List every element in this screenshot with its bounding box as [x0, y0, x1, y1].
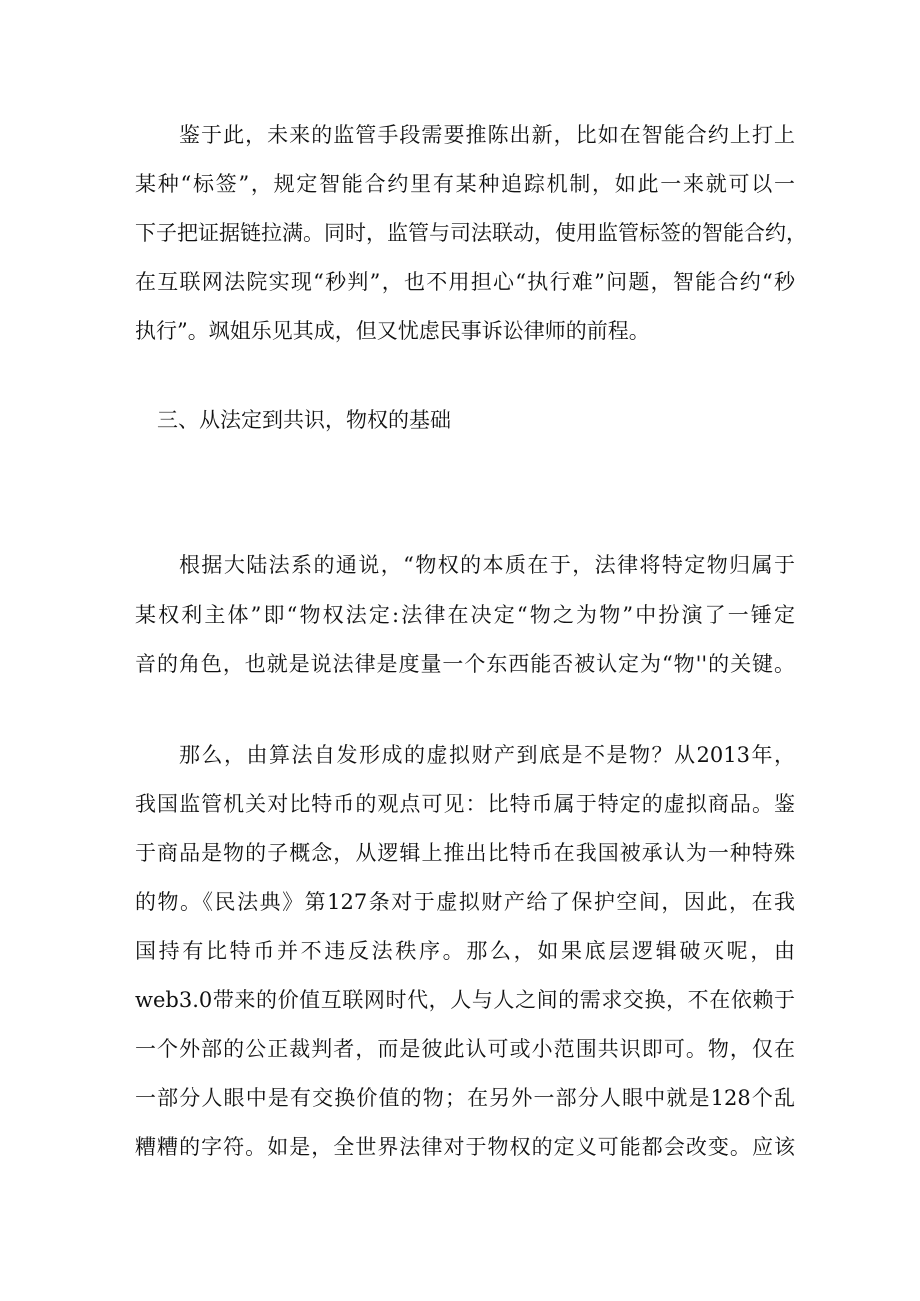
paragraph-1-line: 某种“标签”，规定智能合约里有某种追踪机制，如此一来就可以一	[135, 172, 795, 196]
paragraph-3-line: 一个外部的公正裁判者，而是彼此认可或小范围共识即可。物，仅在	[135, 1037, 795, 1061]
paragraph-3-line: 于商品是物的子概念，从逻辑上推出比特币在我国被承认为一种特殊	[135, 841, 795, 865]
paragraph-2-line: 音的角色，也就是说法律是度量一个东西能否被认定为“物''的关键。	[135, 652, 795, 676]
paragraph-3-line: 那么，由算法自发形成的虚拟财产到底是不是物？从2013年，	[179, 743, 795, 767]
section-heading: 三、从法定到共识，物权的基础	[157, 408, 451, 432]
paragraph-1-line: 执行”。飒姐乐见其成，但又忧虑民事诉讼律师的前程。	[135, 319, 650, 343]
paragraph-2-line: 某权利主体”即“物权法定:法律在决定“物之为物”中扮演了一锤定	[135, 603, 795, 627]
paragraph-3-line: 一部分人眼中是有交换价值的物；在另外一部分人眼中就是128个乱	[135, 1086, 795, 1110]
paragraph-1-line: 在互联网法院实现“秒判”，也不用担心“执行难”问题，智能合约“秒	[135, 270, 795, 294]
paragraph-1-line: 下子把证据链拉满。同时，监管与司法联动，使用监管标签的智能合约，	[135, 221, 807, 245]
paragraph-3-line: web3.0带来的价值互联网时代，人与人之间的需求交换，不在依赖于	[135, 988, 795, 1012]
paragraph-3-line: 国持有比特币并不违反法秩序。那么，如果底层逻辑破灭呢，由	[135, 939, 795, 963]
paragraph-3-line: 的物。《民法典》第127条对于虚拟财产给了保护空间，因此，在我	[135, 890, 795, 914]
paragraph-2-line: 根据大陆法系的通说，“物权的本质在于，法律将特定物归属于	[179, 553, 795, 577]
paragraph-1-line: 鉴于此，未来的监管手段需要推陈出新，比如在智能合约上打上	[179, 123, 795, 147]
paragraph-3-line: 糟糟的字符。如是，全世界法律对于物权的定义可能都会改变。应该	[135, 1135, 795, 1159]
paragraph-3-line: 我国监管机关对比特币的观点可见：比特币属于特定的虚拟商品。鉴	[135, 792, 795, 816]
